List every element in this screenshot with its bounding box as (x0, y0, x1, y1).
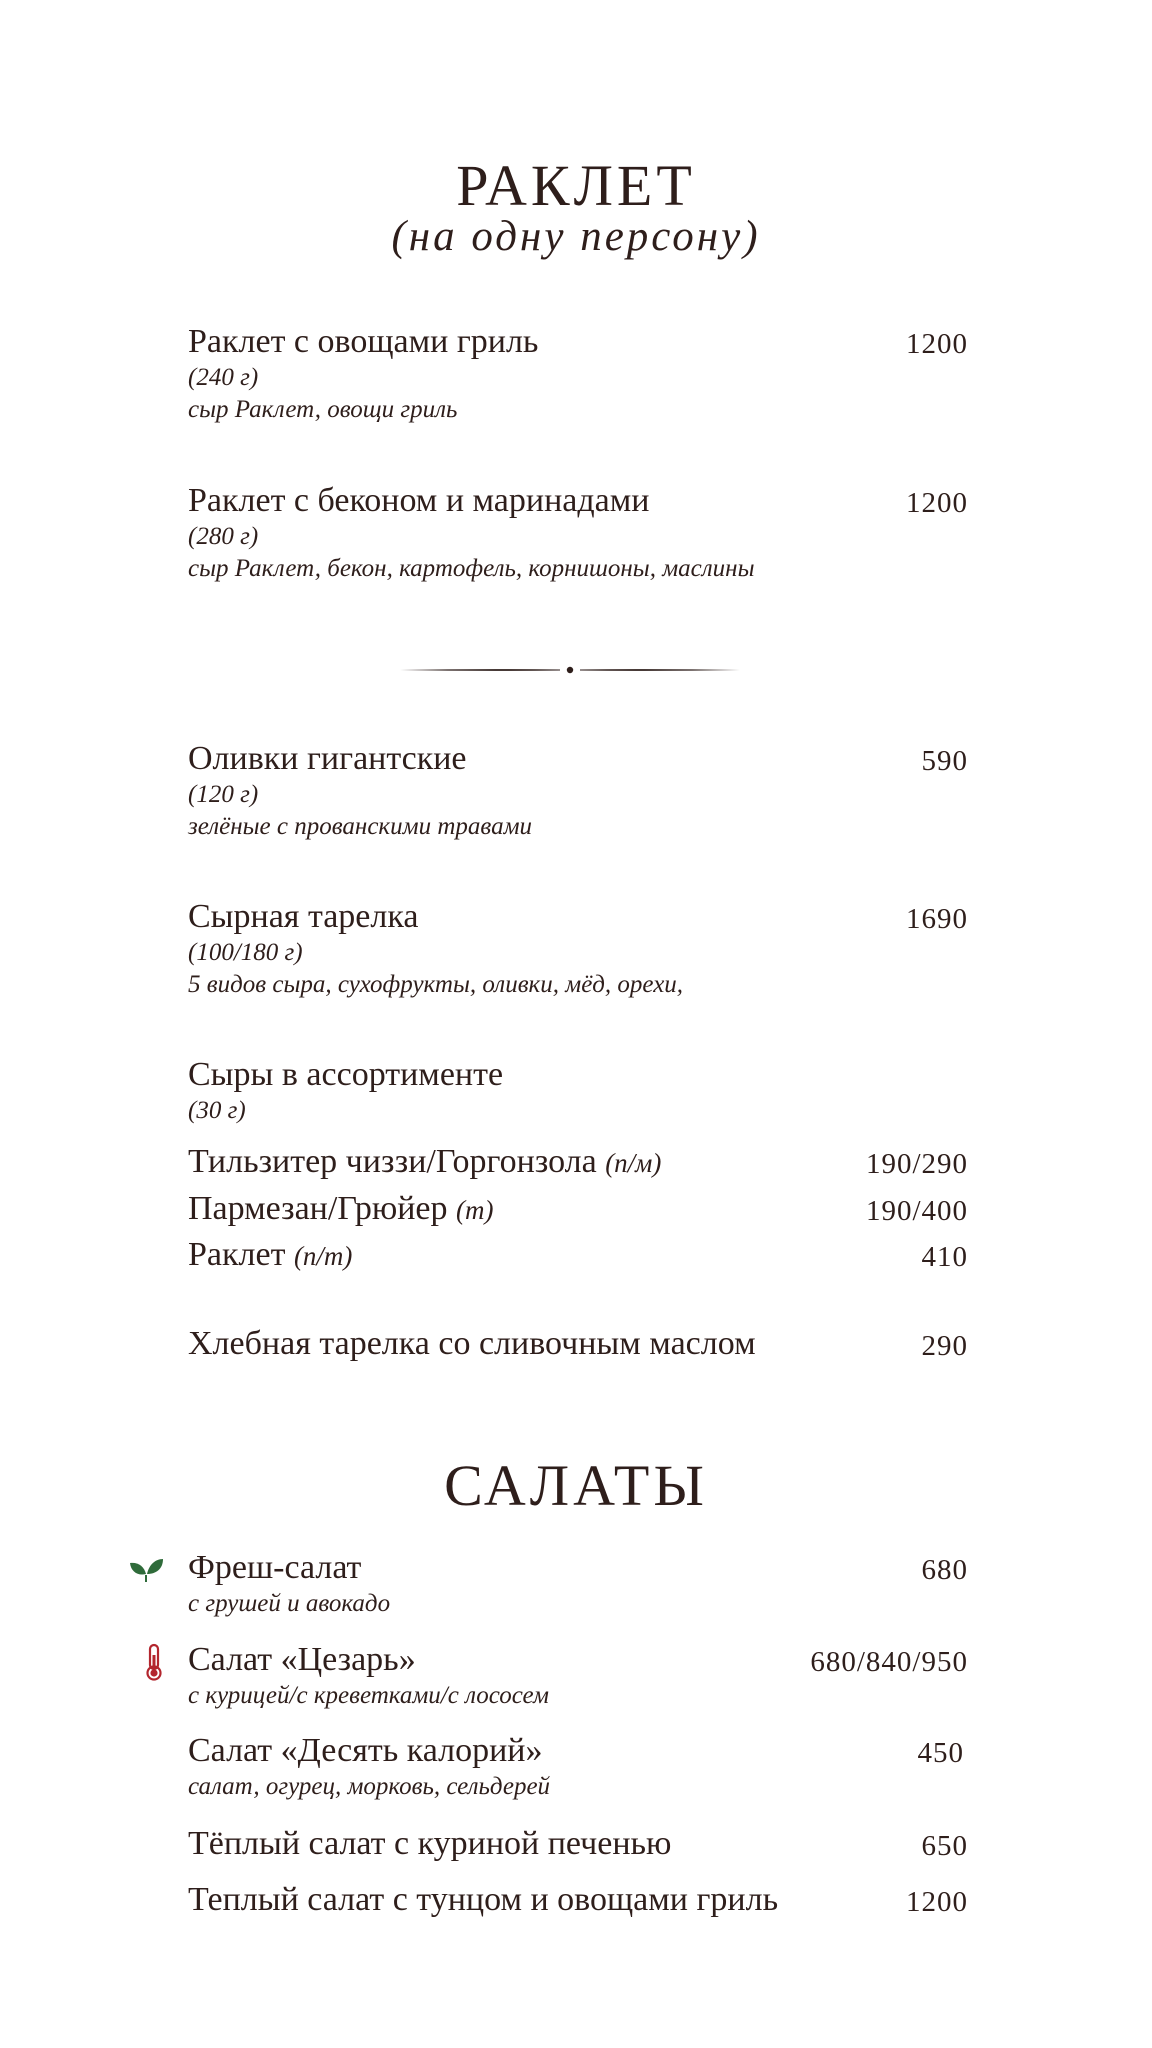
cheese-assortment-header (188, 1055, 968, 1127)
ornament-divider (400, 662, 740, 678)
item-price: 190/400 (865, 1195, 968, 1227)
item-price: 410 (921, 1241, 968, 1273)
thermometer-icon (140, 1642, 168, 1682)
item-price: 680 (921, 1554, 968, 1586)
item-weight: (100/180 г) (188, 939, 303, 966)
item-price: 1690 (906, 903, 968, 935)
item-price: 450 (917, 1737, 964, 1769)
menu-item (188, 1880, 968, 1920)
menu-item (188, 1548, 968, 1620)
item-name (188, 1189, 968, 1230)
item-name: Сыры в ассортименте (188, 1056, 504, 1093)
section-subtitle-raclette: (на одну персону) (391, 213, 761, 260)
item-name: Хлебная тарелка со сливочным маслом (188, 1325, 756, 1362)
item-weight: (30 г) (188, 1097, 246, 1124)
section-title-salads: САЛАТЫ (444, 1453, 708, 1518)
menu-item (188, 1731, 968, 1803)
cheese-note: (п/м) (605, 1148, 662, 1178)
item-price: 190/290 (865, 1148, 968, 1180)
item-weight: (280 г) (188, 523, 259, 550)
cheese-name: Пармезан/Грюйер (188, 1190, 448, 1227)
cheese-note: (п/т) (293, 1241, 353, 1271)
item-name: Раклет с беконом и маринадами (188, 482, 650, 519)
cheese-row (188, 1235, 968, 1276)
item-name: Фреш-салат (188, 1549, 362, 1586)
item-name: Тёплый салат с куриной печенью (188, 1825, 672, 1862)
item-description: с курицей/с креветками/с лососем (188, 1682, 549, 1709)
leaf-icon (128, 1552, 164, 1588)
item-description: 5 видов сыра, сухофрукты, оливки, мёд, орехи, (188, 971, 684, 998)
item-weight: (240 г) (188, 364, 259, 391)
cheese-row (188, 1142, 968, 1183)
menu-item (188, 897, 968, 1001)
menu-item (188, 1640, 968, 1712)
menu-item (188, 739, 968, 843)
cheese-row (188, 1189, 968, 1230)
item-name: Раклет с овощами гриль (188, 323, 539, 360)
item-description: зелёные с прованскими травами (188, 813, 533, 840)
menu-item (188, 481, 968, 585)
menu-item (188, 1824, 968, 1864)
item-name: Салат «Цезарь» (188, 1641, 416, 1678)
item-name: Салат «Десять калорий» (188, 1732, 543, 1769)
item-price: 1200 (906, 1886, 968, 1918)
cheese-note: (т) (456, 1195, 494, 1225)
item-weight: (120 г) (188, 781, 259, 808)
menu-item (188, 322, 968, 426)
section-title-raclette: РАКЛЕТ (456, 153, 696, 218)
cheese-name: Раклет (188, 1236, 286, 1273)
item-description: сыр Раклет, овощи гриль (188, 396, 458, 423)
item-price: 590 (921, 745, 968, 777)
item-name (188, 1235, 968, 1276)
item-price: 650 (921, 1830, 968, 1862)
item-name (188, 1142, 968, 1183)
item-price: 1200 (906, 487, 968, 519)
menu-item (188, 1324, 968, 1364)
cheese-name: Тильзитер чиззи/Горгонзола (188, 1143, 597, 1180)
item-name: Теплый салат с тунцом и овощами гриль (188, 1881, 779, 1918)
item-name: Сырная тарелка (188, 898, 419, 935)
item-description: с грушей и авокадо (188, 1590, 391, 1617)
item-price: 290 (921, 1330, 968, 1362)
item-price: 680/840/950 (810, 1646, 968, 1678)
item-price: 1200 (906, 328, 968, 360)
item-description: салат, огурец, морковь, сельдерей (188, 1773, 551, 1800)
item-description: сыр Раклет, бекон, картофель, корнишоны, маслины (188, 555, 755, 582)
item-name: Оливки гигантские (188, 740, 467, 777)
